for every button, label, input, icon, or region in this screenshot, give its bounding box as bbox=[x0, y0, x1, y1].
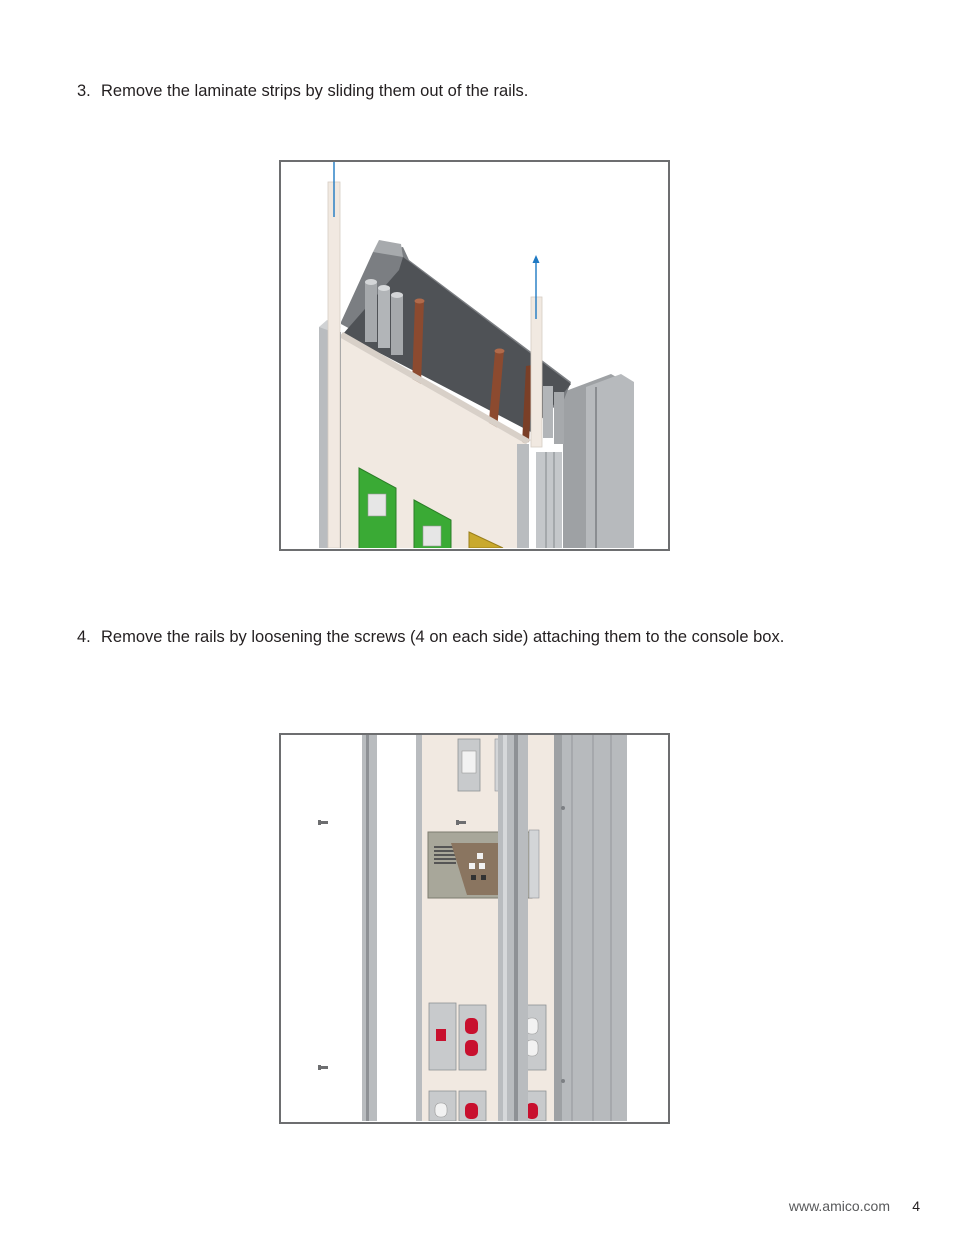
laminate-strip-removal-illustration bbox=[279, 160, 670, 551]
gas-pipe bbox=[378, 288, 390, 348]
gas-pipe bbox=[554, 392, 564, 444]
screw-icon bbox=[318, 820, 328, 825]
left-rail bbox=[362, 735, 377, 1121]
page-number: 4 bbox=[912, 1198, 920, 1214]
step-text: Remove the laminate strips by sliding them out of the rails. bbox=[101, 82, 529, 100]
gas-pipe bbox=[365, 282, 377, 342]
gas-pipe bbox=[543, 386, 553, 438]
gas-pipe bbox=[391, 295, 403, 355]
laminate-strip bbox=[531, 297, 542, 447]
red-receptacle bbox=[459, 1005, 486, 1070]
console-isometric-drawing bbox=[281, 162, 667, 548]
step-number: 4. bbox=[77, 628, 91, 646]
footer-website: www.amico.com bbox=[788, 1198, 890, 1214]
center-rail bbox=[498, 735, 528, 1121]
step-text: Remove the rails by loosening the screws (4 on each side) attaching them to the console box. bbox=[101, 628, 785, 646]
laminate-strip bbox=[328, 182, 340, 548]
center-rail bbox=[517, 444, 529, 548]
screw-icon bbox=[318, 1065, 328, 1070]
right-side-frame bbox=[554, 735, 627, 1121]
step-number: 3. bbox=[77, 82, 91, 100]
rail-removal-illustration bbox=[279, 733, 670, 1124]
console-front-drawing bbox=[281, 735, 667, 1121]
